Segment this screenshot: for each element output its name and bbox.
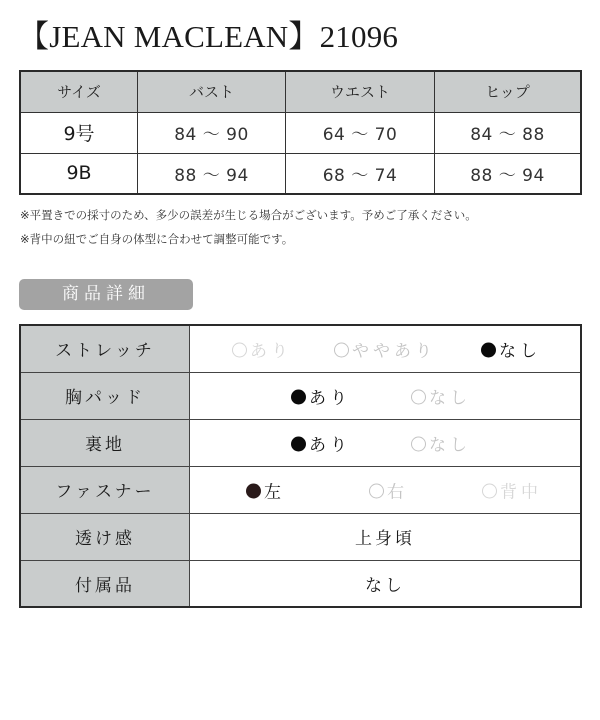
stretch-option-yes: あり bbox=[232, 336, 292, 361]
empty-circle-icon bbox=[482, 483, 497, 498]
fastener-option-right: 右 bbox=[369, 477, 408, 502]
lining-label: 裏地 bbox=[20, 419, 190, 466]
header-waist: ウエスト bbox=[286, 71, 435, 112]
empty-circle-icon bbox=[369, 483, 384, 498]
accessories-value: なし bbox=[190, 560, 582, 607]
sheerness-value: 上身頃 bbox=[190, 513, 582, 560]
empty-circle-icon bbox=[411, 436, 426, 451]
sheerness-label: 透け感 bbox=[20, 513, 190, 560]
fastener-option-left: 左 bbox=[246, 477, 285, 502]
product-details-table bbox=[19, 324, 582, 608]
header-size: サイズ bbox=[20, 71, 138, 112]
filled-circle-icon bbox=[481, 342, 496, 357]
empty-circle-icon bbox=[232, 342, 247, 357]
bust-value: 88 ～ 94 bbox=[138, 153, 286, 194]
lining-options bbox=[190, 419, 582, 466]
bust-pad-label: 胸パッド bbox=[20, 372, 190, 419]
empty-circle-icon bbox=[334, 342, 349, 357]
note-measurement: ※平置きでの採寸のため、多少の誤差が生じる場合がございます。予めご了承ください。 bbox=[20, 208, 477, 222]
stretch-option-slight: ややあり bbox=[334, 336, 436, 361]
bust-pad-options bbox=[190, 372, 582, 419]
detail-row-bust-pad bbox=[20, 372, 581, 419]
stretch-options bbox=[190, 325, 582, 372]
detail-row-stretch bbox=[20, 325, 581, 372]
empty-circle-icon bbox=[411, 389, 426, 404]
stretch-option-none: なし bbox=[481, 336, 541, 361]
filled-circle-icon bbox=[291, 389, 306, 404]
waist-value: 64 ～ 70 bbox=[286, 112, 435, 153]
detail-row-lining bbox=[20, 419, 581, 466]
hip-value: 88 ～ 94 bbox=[435, 153, 582, 194]
filled-circle-icon bbox=[291, 436, 306, 451]
lining-option-no: なし bbox=[411, 430, 471, 455]
note-adjustable: ※背中の紐でご自身の体型に合わせて調整可能です。 bbox=[20, 232, 294, 246]
stretch-label: ストレッチ bbox=[20, 325, 190, 372]
header-hip: ヒップ bbox=[435, 71, 582, 112]
detail-row-accessories bbox=[20, 560, 581, 607]
size-label: 9号 bbox=[20, 112, 138, 153]
header-bust: バスト bbox=[138, 71, 286, 112]
fastener-label: ファスナー bbox=[20, 466, 190, 513]
bust-value: 84 ～ 90 bbox=[138, 112, 286, 153]
size-notes bbox=[20, 203, 477, 251]
size-chart-header-row bbox=[20, 71, 581, 112]
bust-pad-option-yes: あり bbox=[291, 383, 351, 408]
lining-option-yes: あり bbox=[291, 430, 351, 455]
product-title: 【JEAN MACLEAN】21096 bbox=[18, 19, 399, 54]
hip-value: 84 ～ 88 bbox=[435, 112, 582, 153]
detail-row-fastener bbox=[20, 466, 581, 513]
accessories-label: 付属品 bbox=[20, 560, 190, 607]
bust-pad-option-no: なし bbox=[411, 383, 471, 408]
table-row bbox=[20, 153, 581, 194]
size-chart-table bbox=[19, 70, 582, 195]
fastener-options bbox=[190, 466, 582, 513]
filled-circle-icon bbox=[246, 483, 261, 498]
detail-row-sheerness bbox=[20, 513, 581, 560]
fastener-option-back: 背中 bbox=[482, 477, 542, 502]
size-label: 9B bbox=[20, 153, 138, 194]
waist-value: 68 ～ 74 bbox=[286, 153, 435, 194]
section-badge-product-details: 商品詳細 bbox=[19, 279, 193, 310]
table-row bbox=[20, 112, 581, 153]
